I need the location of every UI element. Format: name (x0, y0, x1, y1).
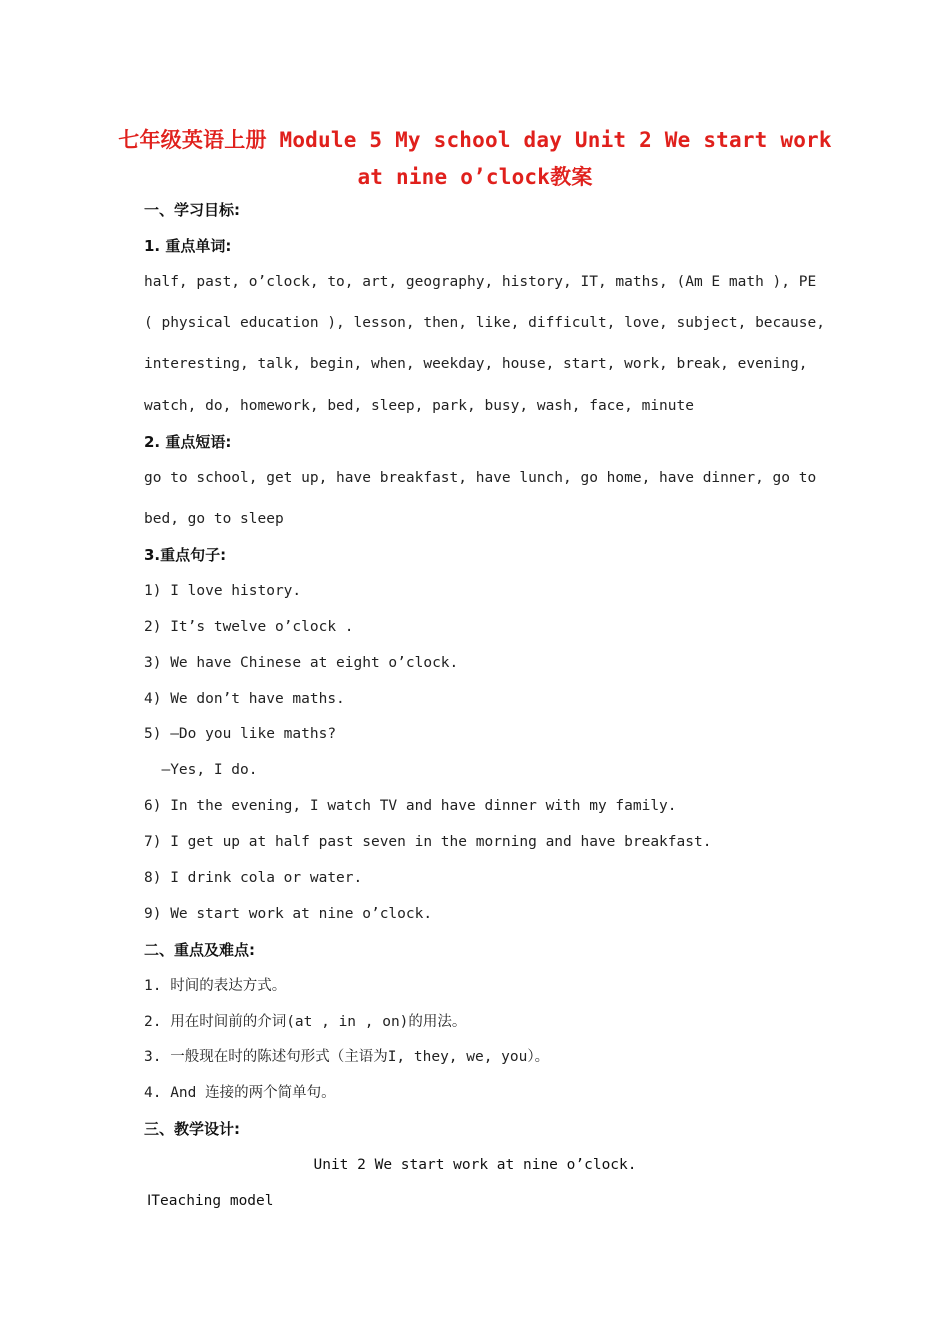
sentence-item: 7) I get up at half past seven in the morning and have breakfast. (144, 834, 712, 850)
unit-title: Unit 2 We start work at nine o’clock. (313, 1157, 637, 1173)
sentence-item: 1) I love history. (144, 583, 302, 599)
key-words-line: half, past, o’clock, to, art, geography, history, IT, maths, (Am E math ), PE (144, 274, 817, 290)
key-sentences-heading: 3.重点句子: (144, 546, 227, 564)
sentence-item: 9) We start work at nine o’clock. (144, 906, 433, 922)
key-phrases-heading: 2. 重点短语: (144, 433, 232, 451)
key-phrases-line: go to school, get up, have breakfast, have lunch, go home, have dinner, go to (144, 470, 817, 486)
sentence-item: 3) We have Chinese at eight o’clock. (144, 655, 459, 671)
key-words-heading: 1. 重点单词: (144, 237, 232, 255)
sentence-item: 8) I drink cola or water. (144, 870, 363, 886)
section-1-heading: 一、学习目标: (144, 201, 240, 219)
sentence-item: 2) It’s twelve o’clock . (144, 619, 354, 635)
sentence-item: 5) —Do you like maths? (144, 726, 337, 742)
key-words-line: watch, do, homework, bed, sleep, park, busy, wash, face, minute (144, 398, 694, 414)
section-3-heading: 三、教学设计: (144, 1120, 240, 1138)
key-phrases-line: bed, go to sleep (144, 511, 284, 527)
document-title-line-2: at nine o’clock教案 (357, 165, 593, 189)
difficulty-item: 3. 一般现在时的陈述句形式（主语为I, they, we, you）。 (144, 1049, 550, 1065)
section-2-heading: 二、重点及难点: (144, 941, 255, 959)
key-words-line: interesting, talk, begin, when, weekday, house, start, work, break, evening, (144, 356, 808, 372)
difficulty-item: 4. And 连接的两个简单句。 (144, 1085, 336, 1101)
sentence-item: —Yes, I do. (144, 762, 258, 778)
sentence-item: 4) We don’t have maths. (144, 691, 345, 707)
difficulty-item: 1. 时间的表达方式。 (144, 978, 287, 994)
key-words-line: ( physical education ), lesson, then, like, difficult, love, subject, because, (144, 315, 825, 331)
teaching-model-heading: ⅠTeaching model (147, 1193, 274, 1209)
difficulty-item: 2. 用在时间前的介词(at , in , on)的用法。 (144, 1014, 467, 1030)
document-title-line-1: 七年级英语上册 Module 5 My school day Unit 2 We start work (118, 128, 832, 152)
sentence-item: 6) In the evening, I watch TV and have dinner with my family. (144, 798, 677, 814)
